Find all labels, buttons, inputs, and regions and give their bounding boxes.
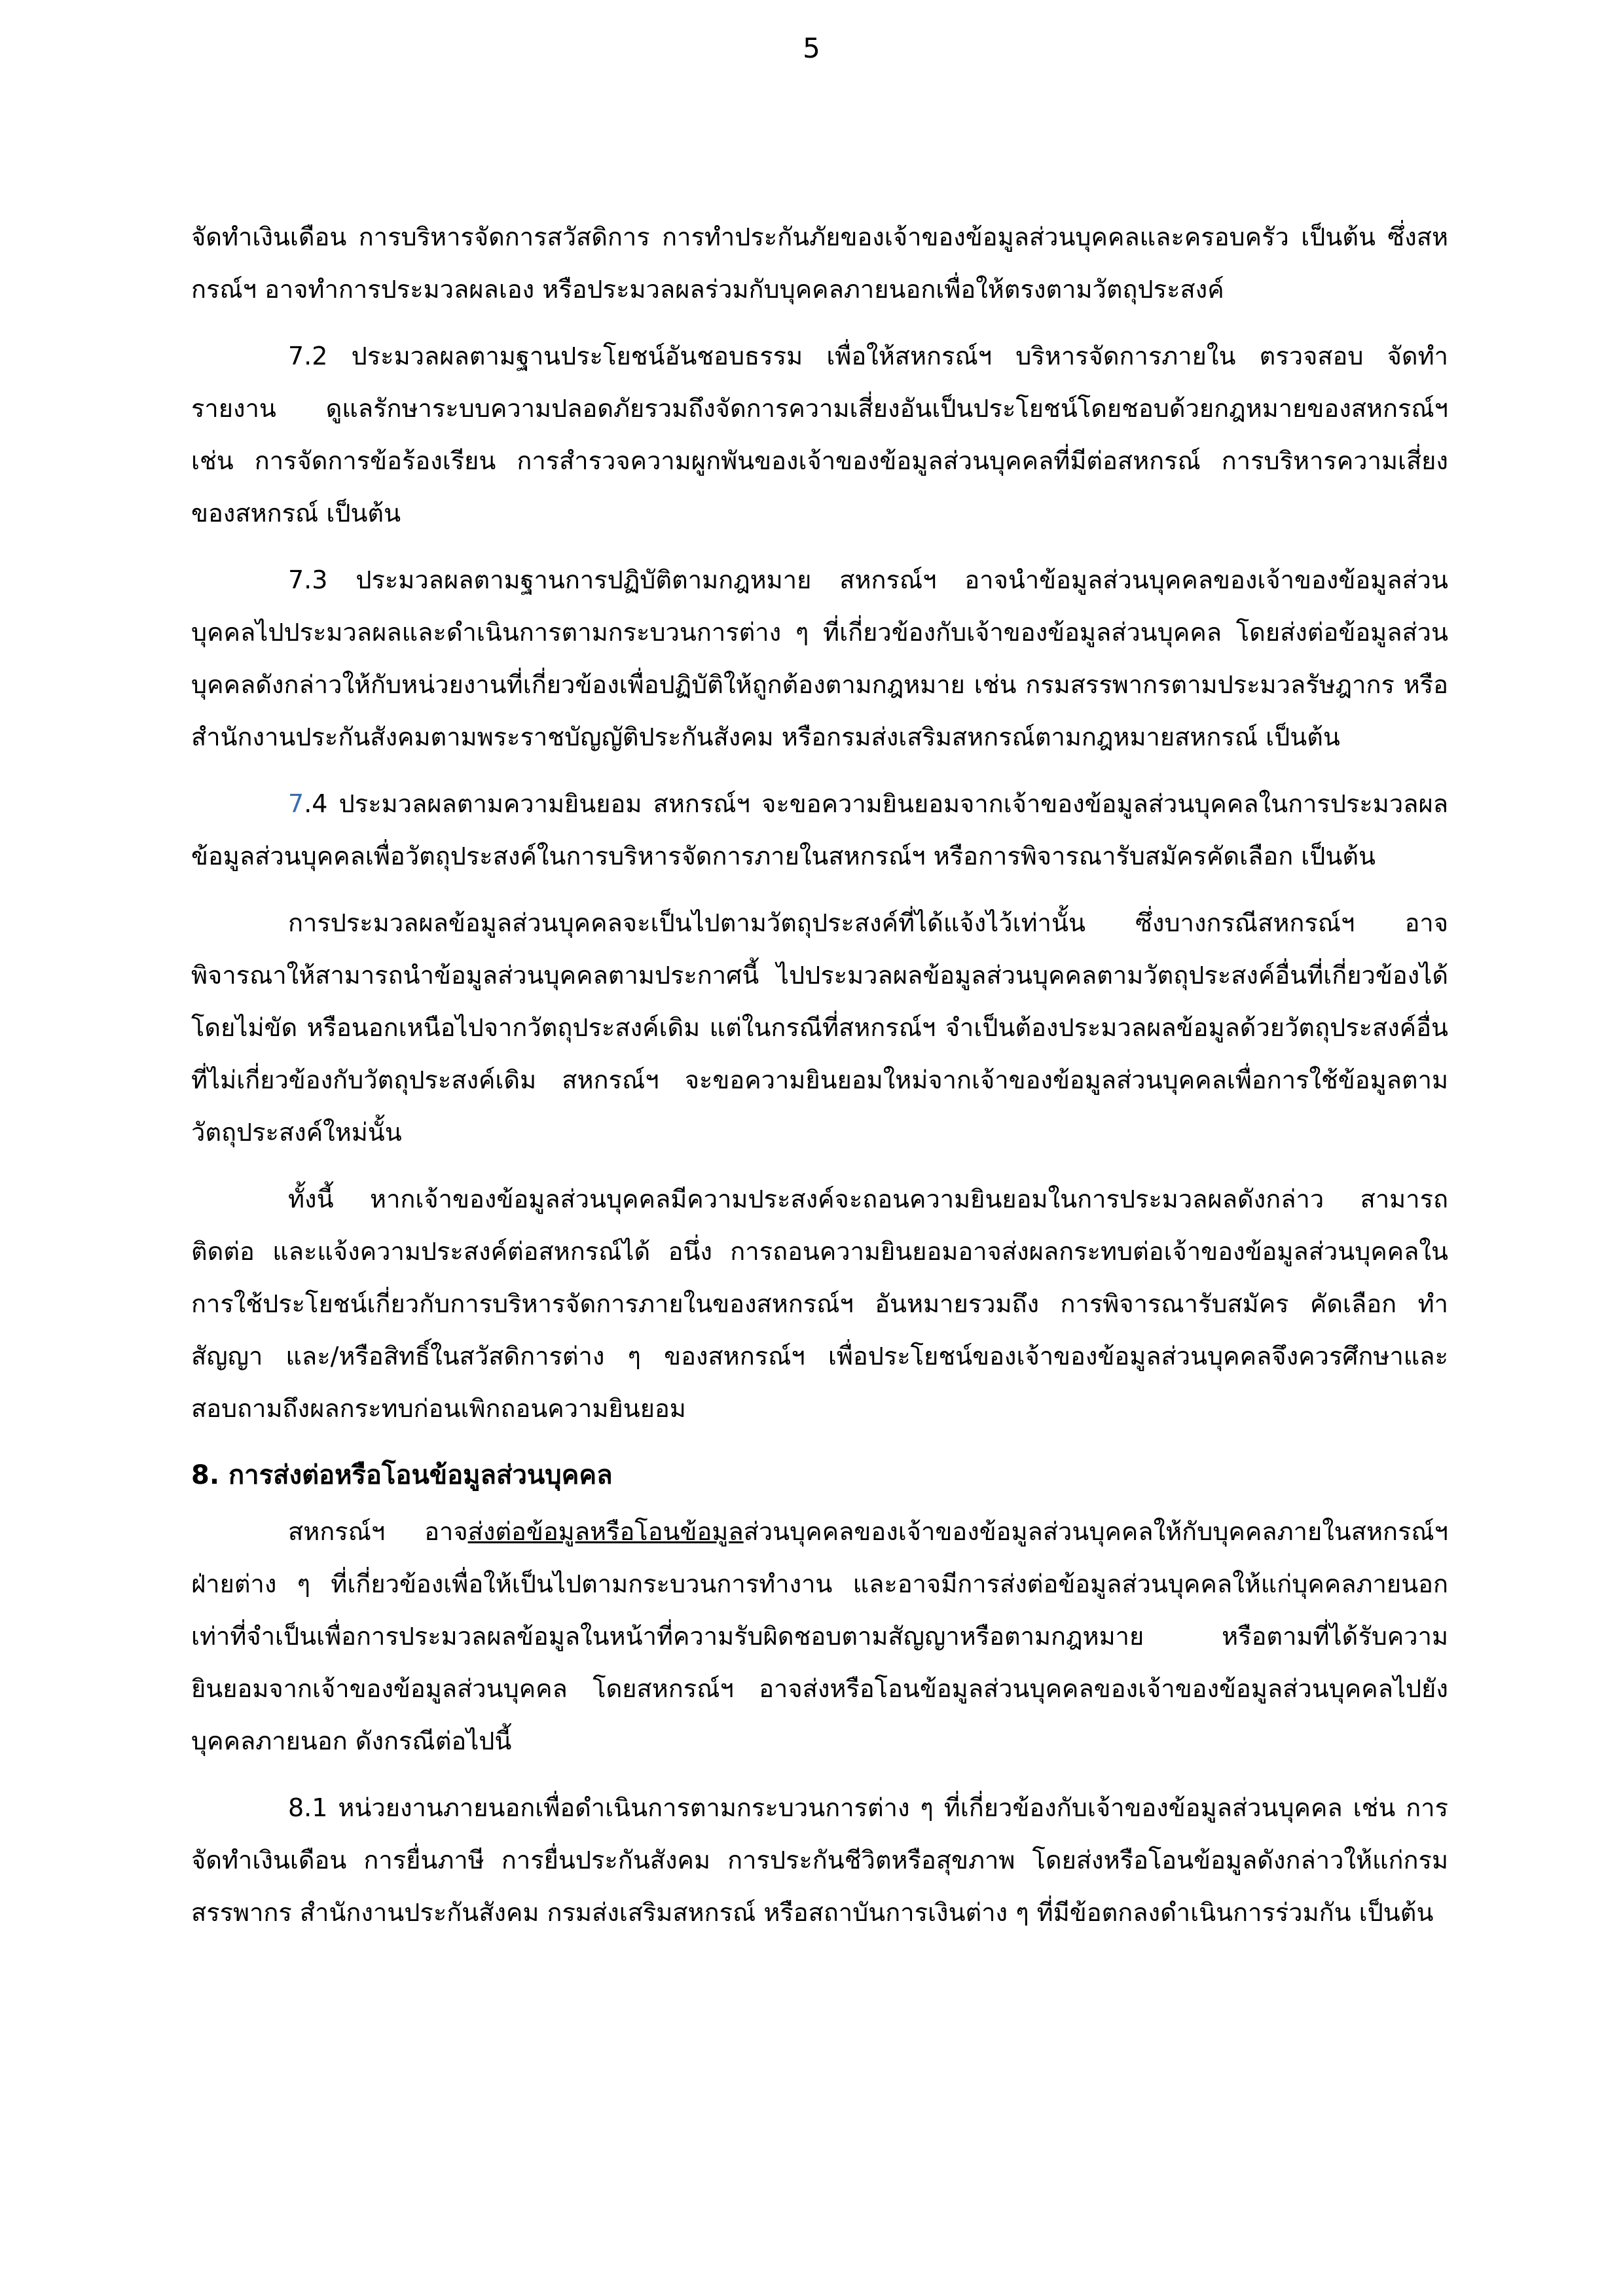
section-8-heading: 8. การส่งต่อหรือโอนข้อมูลส่วนบุคคล (191, 1460, 613, 1490)
document-body (191, 211, 1448, 1953)
paragraph-7-4 (191, 778, 1448, 882)
page-number: 5 (803, 32, 820, 64)
paragraph-7-2: 7.2 ประมวลผลตามฐานประโยชน์อันชอบธรรม เพื่อให้สหกรณ์ฯ บริหารจัดการภายใน ตรวจสอบ จัดทำรายงาน ดูแลรักษาระบบความปลอดภัยรวมถึงจัดการความเสี่ยงอันเป็นประโยชน์โดยชอบด้วยกฎหมายของสหกรณ์ฯ เช่น การจัดการข้อร้องเรียน การสำรวจความผูกพันของเจ้าของข้อมูลส่วนบุคคลที่มีต่อสหกรณ์ การบริหารความเสี่ยงของสหกรณ์ เป็นต้น (191, 342, 1448, 528)
paragraph-7-4-text: .4 ประมวลผลตามความยินยอม สหกรณ์ฯ จะขอความยินยอมจากเจ้าของข้อมูลส่วนบุคคลในการประมวลผลข้อมูลส่วนบุคคลเพื่อวัตถุประสงค์ในการบริหารจัดการภายในสหกรณ์ฯ หรือการพิจารณารับสมัครคัดเลือก เป็นต้น (191, 789, 1448, 870)
paragraph-8-intro-a: สหกรณ์ฯ อาจ (288, 1517, 468, 1546)
paragraph-continuation: จัดทำเงินเดือน การบริหารจัดการสวัสดิการ การทำประกันภัยของเจ้าของข้อมูลส่วนบุคคลและครอบครัว เป็นต้น ซึ่งสหกรณ์ฯ อาจทำการประมวลผลเอง หรือประมวลผลร่วมกับบุคคลภายนอกเพื่อให้ตรงตามวัตถุประสงค์ (191, 223, 1448, 304)
paragraph-7-3: 7.3 ประมวลผลตามฐานการปฏิบัติตามกฎหมาย สหกรณ์ฯ อาจนำข้อมูลส่วนบุคคลของเจ้าของข้อมูลส่วนบุคคลไปประมวลผลและดำเนินการตามกระบวนการต่าง ๆ ที่เกี่ยวข้องกับเจ้าของข้อมูลส่วนบุคคล โดยส่งต่อข้อมูลส่วนบุคคลดังกล่าวให้กับหน่วยงานที่เกี่ยวข้องเพื่อปฏิบัติให้ถูกต้องตามกฎหมาย เช่น กรมสรรพากรตามประมวลรัษฎากร หรือสำนักงานประกันสังคมตามพระราชบัญญัติประกันสังคม หรือกรมส่งเสริมสหกรณ์ตามกฎหมายสหกรณ์ เป็นต้น (191, 565, 1448, 751)
paragraph-8-intro-underlined: ส่งต่อข้อมูลหรือโอนข้อมูล (467, 1517, 744, 1546)
paragraph-purpose: การประมวลผลข้อมูลส่วนบุคคลจะเป็นไปตามวัตถุประสงค์ที่ได้แจ้งไว้เท่านั้น ซึ่งบางกรณีสหกรณ์ฯ อาจพิจารณาให้สามารถนำข้อมูลส่วนบุคคลตามประกาศนี้ ไปประมวลผลข้อมูลส่วนบุคคลตามวัตถุประสงค์อื่นที่เกี่ยวข้องได้โดยไม่ขัด หรือนอกเหนือไปจากวัตถุประสงค์เดิม แต่ในกรณีที่สหกรณ์ฯ จำเป็นต้องประมวลผลข้อมูลด้วยวัตถุประสงค์อื่นที่ไม่เกี่ยวข้องกับวัตถุประสงค์เดิม สหกรณ์ฯ จะขอความยินยอมใหม่จากเจ้าของข้อมูลส่วนบุคคลเพื่อการใช้ข้อมูลตามวัตถุประสงค์ใหม่นั้น (191, 908, 1448, 1147)
paragraph-8-intro (191, 1505, 1448, 1767)
paragraph-withdraw-consent: ทั้งนี้ หากเจ้าของข้อมูลส่วนบุคคลมีความประสงค์จะถอนความยินยอมในการประมวลผลดังกล่าว สามารถติดต่อ และแจ้งความประสงค์ต่อสหกรณ์ได้ อนึ่ง การถอนความยินยอมอาจส่งผลกระทบต่อเจ้าของข้อมูลส่วนบุคคลในการใช้ประโยชน์เกี่ยวกับการบริหารจัดการภายในของสหกรณ์ฯ อันหมายรวมถึง การพิจารณารับสมัคร คัดเลือก ทำสัญญา และ/หรือสิทธิ์ในสวัสดิการต่าง ๆ ของสหกรณ์ฯ เพื่อประโยชน์ของเจ้าของข้อมูลส่วนบุคคลจึงควรศึกษาและสอบถามถึงผลกระทบก่อนเพิกถอนความยินยอม (191, 1185, 1448, 1423)
paragraph-8-1: 8.1 หน่วยงานภายนอกเพื่อดำเนินการตามกระบวนการต่าง ๆ ที่เกี่ยวข้องกับเจ้าของข้อมูลส่วนบุคคล เช่น การจัดทำเงินเดือน การยื่นภาษี การยื่นประกันสังคม การประกันชีวิตหรือสุขภาพ โดยส่งหรือโอนข้อมูลดังกล่าวให้แก่กรมสรรพากร สำนักงานประกันสังคม กรมส่งเสริมสหกรณ์ หรือสถาบันการเงินต่าง ๆ ที่มีข้อตกลงดำเนินการร่วมกัน เป็นต้น (191, 1793, 1448, 1927)
paragraph-7-4-number: 7 (288, 789, 304, 818)
paragraph-8-intro-b: ส่วนบุคคลของเจ้าของข้อมูลส่วนบุคคลให้กับบุคคลภายในสหกรณ์ฯ ฝ่ายต่าง ๆ ที่เกี่ยวข้องเพื่อให้เป็นไปตามกระบวนการทำงาน และอาจมีการส่งต่อข้อมูลส่วนบุคคลให้แก่บุคคลภายนอกเท่าที่จำเป็นเพื่อการประมวลผลข้อมูลในหน้าที่ความรับผิดชอบตามสัญญาหรือตามกฎหมาย หรือตามที่ได้รับความยินยอมจากเจ้าของข้อมูลส่วนบุคคล โดยสหกรณ์ฯ อาจส่งหรือโอนข้อมูลส่วนบุคคลของเจ้าของข้อมูลส่วนบุคคลไปยังบุคคลภายนอก ดังกรณีต่อไปนี้ (191, 1517, 1448, 1755)
